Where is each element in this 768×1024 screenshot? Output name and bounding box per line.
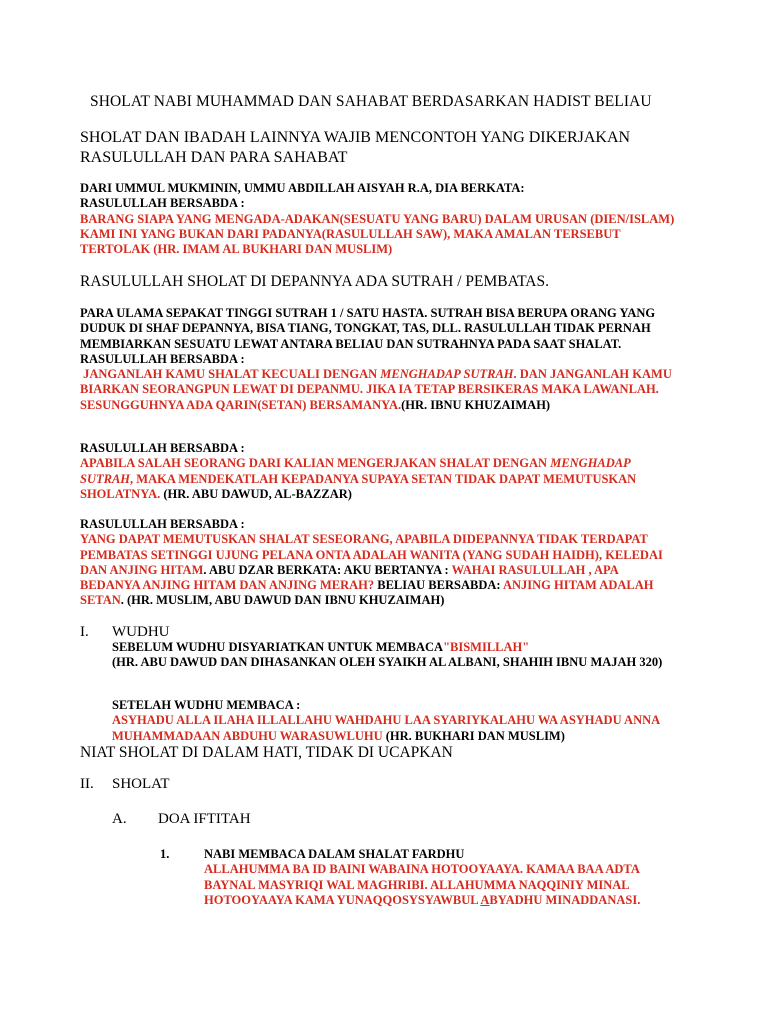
hadith-pemutus-quote-c: ANJING HITAM ADALAH SETAN xyxy=(80,578,654,608)
wudhu-bismillah: "BISMILLAH" xyxy=(443,640,530,654)
wudhu-before xyxy=(112,640,682,671)
wudhu-before-source: (HR. ABU DAWUD DAN DIHASANKAN OLEH SYAIKH AL ALBANI, SHAHIH IBNU MAJAH 320) xyxy=(112,655,663,670)
hadith-aisyah-quote: BARANG SIAPA YANG MENGADA-ADAKAN(SESUATU YANG BARU) DALAM URUSAN (DIEN/ISLAM) KAMI INI YANG BUKAN DARI PADANYA(RASULULLAH SAW), MAKA AMALAN TERSEBUT TERTOLAK (HR. IMAM AL BUKHARI DAN MUSLIM) xyxy=(80,211,675,257)
wudhu-after-source: (HR. BUKHARI DAN MUSLIM) xyxy=(385,728,565,743)
hadith-aisyah xyxy=(80,181,680,257)
hadith-pemutus xyxy=(80,517,680,609)
item-1 xyxy=(204,847,664,908)
hadith-pemutus-bersabda: RASULULLAH BERSABDA : xyxy=(80,517,245,531)
hadith-aisyah-intro: DARI UMMUL MUKMININ, UMMU ABDILLAH AISYAH R.A, DIA BERKATA: RASULULLAH BERSABDA : xyxy=(80,181,525,211)
hadith-pemutus-quote-a: YANG DAPAT MEMUTUSKAN SHALAT SESEORANG, APABILA DIDEPANNYA TIDAK TERDAPAT PEMBATAS SETINGGI UJUNG PELANA ONTA ADALAH WANITA (YANG SUDAH HAIDH), KELEDAI DAN ANJING HITAM xyxy=(80,532,663,577)
section-sholat-marker: II. xyxy=(80,776,94,792)
wudhu-after-quote: ASYHADU ALLA ILAHA ILLALLAHU WAHDAHU LAA SYARIYKALAHU WA ASYHADU ANNA MUHAMMADAAN ABDUHU WARASUWLUHU xyxy=(112,713,660,743)
hadith-pemutus-mid2: BELIAU BERSABDA: xyxy=(377,578,501,593)
item-1-quote-a: ALLAHUMMA BA ID BAINI WABAINA HOTOOYAAYA. KAMAA BAA ADTA BAYNAL MASYRIQI WAL MAGHRIBI. ALLAHUMMA NAQQINIY MINAL HOTOOYAAYA KAMA YUNAQQOSYSYAWBUL xyxy=(204,862,640,907)
sutrah-quote-italic: MENGHADAP SUTRAH xyxy=(380,367,514,382)
hadith-mendekat-quote-a: APABILA SALAH SEORANG DARI KALIAN MENGERJAKAN SHALAT DENGAN xyxy=(80,456,548,471)
sutrah-bersabda: RASULULLAH BERSABDA : xyxy=(80,351,245,366)
heading-sutrah: RASULULLAH SHOLAT DI DEPANNYA ADA SUTRAH / PEMBATAS. xyxy=(80,273,549,290)
hadith-pemutus-quote-b: WAHAI RASULULLAH , APA BEDANYA ANJING HITAM DAN ANJING MERAH? xyxy=(80,562,619,593)
section-sholat-label: SHOLAT xyxy=(112,776,170,792)
item-1-quote-underlined: A xyxy=(480,892,490,907)
sutrah-paragraph xyxy=(80,306,680,413)
subsection-a-marker: A. xyxy=(112,811,127,827)
hadith-pemutus-mid: . ABU DZAR BERKATA: AKU BERTANYA : xyxy=(203,562,449,577)
wudhu-after-text: SETELAH WUDHU MEMBACA : xyxy=(112,698,301,712)
wudhu-before-text: SEBELUM WUDHU DISYARIATKAN UNTUK MEMBACA xyxy=(112,640,444,654)
item-1-title: NABI MEMBACA DALAM SHALAT FARDHU xyxy=(204,847,465,861)
hadith-pemutus-source: . (HR. MUSLIM, ABU DAWUD DAN IBNU KHUZAIMAH) xyxy=(120,593,445,608)
hadith-mendekat-quote-italic: MENGHADAP SUTRAH xyxy=(80,456,631,486)
sutrah-source: (HR. IBNU KHUZAIMAH) xyxy=(401,397,551,412)
heading-wajib-mencontoh: SHOLAT DAN IBADAH LAINNYA WAJIB MENCONTOH YANG DIKERJAKAN RASULULLAH DAN PARA SAHABAT xyxy=(80,129,631,166)
hadith-mendekat-bersabda: RASULULLAH BERSABDA : xyxy=(80,441,245,455)
subsection-doa-iftitah-label: DOA IFTITAH xyxy=(158,811,251,827)
wudhu-after xyxy=(112,698,672,744)
hadith-mendekat-quote-b: , MAKA MENDEKATLAH KEPADANYA SUPAYA SETAN TIDAK DAPAT MEMUTUSKAN SHOLATNYA. xyxy=(80,471,637,501)
page-title: SHOLAT NABI MUHAMMAD DAN SAHABAT BERDASARKAN HADIST BELIAU xyxy=(90,93,652,110)
section-wudhu-marker: I. xyxy=(80,624,89,640)
section-wudhu-label: WUDHU xyxy=(112,624,170,640)
sutrah-quote-a: JANGANLAH KAMU SHALAT KECUALI DENGAN xyxy=(83,367,378,382)
item-1-quote-b: BYADHU MINADDANASI. xyxy=(489,892,641,907)
niat-sholat: NIAT SHOLAT DI DALAM HATI, TIDAK DI UCAPKAN xyxy=(80,744,453,761)
sutrah-quote-b: . DAN JANGANLAH KAMU BIARKAN SEORANGPUN LEWAT DI DEPANMU. JIKA IA TETAP BERSIKERAS MAKA LAWANLAH. SESUNGGUHNYA ADA QARIN(SETAN) BERSAMANYA. xyxy=(80,367,672,412)
hadith-mendekat-source: (HR. ABU DAWUD, AL-BAZZAR) xyxy=(163,486,352,501)
hadith-mendekat xyxy=(80,441,680,502)
item-1-number: 1. xyxy=(160,847,170,861)
sutrah-body: PARA ULAMA SEPAKAT TINGGI SUTRAH 1 / SATU HASTA. SUTRAH BISA BERUPA ORANG YANG DUDUK DI SHAF DEPANNYA, BISA TIANG, TONGKAT, TAS, DLL. RASULULLAH TIDAK PERNAH MEMBIARKAN SESUATU LEWAT ANTARA BELIAU DAN SUTRAHNYA PADA SAAT SHALAT. xyxy=(80,306,656,351)
